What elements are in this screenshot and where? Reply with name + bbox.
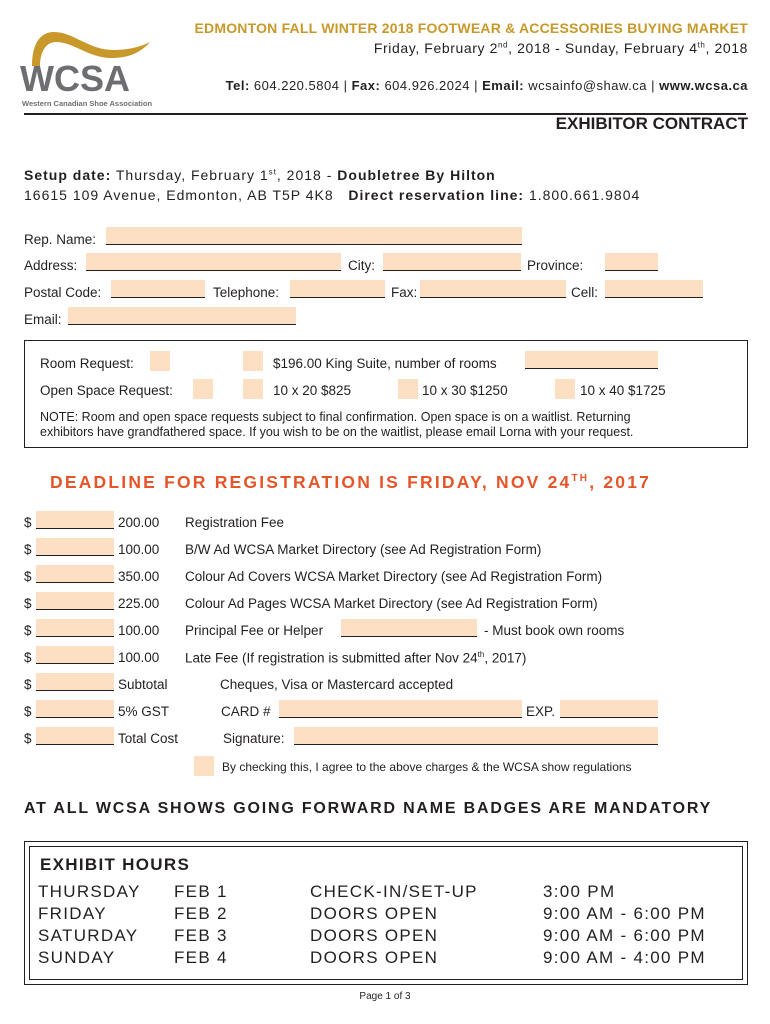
- contact-line: Tel: 604.220.5804 | Fax: 604.926.2024 | Email: wcsainfo@shaw.ca | www.wcsa.ca: [225, 78, 748, 93]
- fee-row: $ 100.00 B/W Ad WCSA Market Directory (see Ad Registration Form): [24, 542, 744, 562]
- deadline-heading: DEADLINE FOR REGISTRATION IS FRIDAY, NOV 24TH, 2017: [50, 472, 652, 492]
- page-number: Page 1 of 3: [359, 991, 411, 1002]
- room-request-checkbox[interactable]: [150, 351, 170, 371]
- fee-amount-field[interactable]: [36, 646, 114, 664]
- city-label: City:: [348, 258, 375, 273]
- hours-row: FRIDAY FEB 2 DOORS OPEN 9:00 AM - 6:00 PM: [38, 904, 706, 923]
- fax-label: Fax:: [391, 285, 418, 300]
- gst-row: $ 5% GST CARD # EXP.: [24, 704, 744, 724]
- room-note: NOTE: Room and open space requests subject to final confirmation. Open space is on a waitlist. Returning exhibitors have grandfathered space. If you wish to be on the waitlist, please email Lorna with your request.: [40, 410, 634, 439]
- agree-label: By checking this, I agree to the above charges & the WCSA show regulations: [222, 760, 632, 774]
- fee-amount-field[interactable]: [36, 592, 114, 610]
- option-10x30-checkbox[interactable]: [398, 379, 418, 399]
- fee-row: $ 100.00 Late Fee (If registration is submitted after Nov 24th, 2017): [24, 650, 744, 670]
- email-label: Email:: [24, 312, 62, 327]
- logo-text: WCSA: [20, 58, 130, 99]
- telephone-label: Telephone:: [213, 285, 280, 300]
- option-10x40-checkbox[interactable]: [555, 379, 575, 399]
- postal-code-field[interactable]: [111, 280, 205, 298]
- province-field[interactable]: [605, 253, 658, 271]
- signature-field[interactable]: [294, 727, 658, 745]
- helper-name-field[interactable]: [341, 619, 477, 637]
- event-dates: Friday, February 2nd, 2018 - Sunday, February 4th, 2018: [373, 40, 748, 56]
- hours-row: SATURDAY FEB 3 DOORS OPEN 9:00 AM - 6:00 PM: [38, 926, 706, 945]
- expiry-field[interactable]: [560, 700, 658, 718]
- event-title: EDMONTON FALL WINTER 2018 FOOTWEAR & ACCESSORIES BUYING MARKET: [194, 20, 748, 36]
- setup-line: Setup date: Thursday, February 1st, 2018 - Doubletree By Hilton: [24, 167, 496, 183]
- logo-subtitle: Western Canadian Shoe Association: [22, 99, 153, 108]
- telephone-field[interactable]: [290, 280, 385, 298]
- option-10x20-checkbox[interactable]: [243, 379, 263, 399]
- email-field[interactable]: [68, 307, 296, 325]
- fee-row: $ 350.00 Colour Ad Covers WCSA Market Directory (see Ad Registration Form): [24, 569, 744, 589]
- exhibit-hours-title: EXHIBIT HOURS: [40, 855, 191, 874]
- hours-row: SUNDAY FEB 4 DOORS OPEN 9:00 AM - 4:00 PM: [38, 948, 706, 967]
- total-row: $ Total Cost Signature:: [24, 731, 744, 751]
- fee-row: $ 200.00 Registration Fee: [24, 515, 744, 535]
- fee-row: $ 225.00 Colour Ad Pages WCSA Market Directory (see Ad Registration Form): [24, 596, 744, 616]
- option-10x20-label: 10 x 20 $825: [273, 383, 352, 398]
- open-space-label: Open Space Request:: [40, 383, 173, 398]
- address-label: Address:: [24, 258, 78, 273]
- agree-checkbox[interactable]: [194, 756, 214, 776]
- wcsa-logo: [18, 20, 158, 115]
- fee-amount-field[interactable]: [36, 565, 114, 583]
- card-number-field[interactable]: [279, 700, 522, 718]
- option-10x30-label: 10 x 30 $1250: [422, 383, 508, 398]
- rep-name-label: Rep. Name:: [24, 232, 97, 247]
- fee-row: $ 100.00 Principal Fee or Helper - Must book own rooms: [24, 623, 744, 643]
- number-of-rooms-field[interactable]: [525, 351, 658, 369]
- website-link[interactable]: www.wcsa.ca: [659, 78, 748, 93]
- room-request-label: Room Request:: [40, 356, 134, 371]
- postal-code-label: Postal Code:: [24, 285, 102, 300]
- setup-address-line: 16615 109 Avenue, Edmonton, AB T5P 4K8 Direct reservation line: 1.800.661.9804: [24, 187, 641, 203]
- hours-row: THURSDAY FEB 1 CHECK-IN/SET-UP 3:00 PM: [38, 882, 616, 901]
- fee-amount-field[interactable]: [36, 538, 114, 556]
- fax-field[interactable]: [420, 280, 566, 298]
- fee-amount-field[interactable]: [36, 511, 114, 529]
- total-field[interactable]: [36, 727, 114, 745]
- option-10x40-label: 10 x 40 $1725: [580, 383, 666, 398]
- subtotal-field[interactable]: [36, 673, 114, 691]
- cell-field[interactable]: [605, 280, 703, 298]
- fee-amount-field[interactable]: [36, 619, 114, 637]
- email-link[interactable]: wcsainfo@shaw.ca: [528, 78, 648, 93]
- rep-name-field[interactable]: [106, 227, 522, 245]
- king-suite-label: $196.00 King Suite, number of rooms: [273, 356, 497, 371]
- contract-title: EXHIBITOR CONTRACT: [555, 114, 748, 133]
- badges-note: AT ALL WCSA SHOWS GOING FORWARD NAME BADGES ARE MANDATORY: [24, 800, 713, 817]
- city-field[interactable]: [383, 253, 521, 271]
- cell-label: Cell:: [571, 285, 599, 300]
- address-field[interactable]: [86, 253, 341, 271]
- king-suite-checkbox[interactable]: [243, 351, 263, 371]
- subtotal-row: $ Subtotal Cheques, Visa or Mastercard accepted: [24, 677, 744, 697]
- gst-field[interactable]: [36, 700, 114, 718]
- province-label: Province:: [527, 258, 584, 273]
- open-space-checkbox[interactable]: [193, 379, 213, 399]
